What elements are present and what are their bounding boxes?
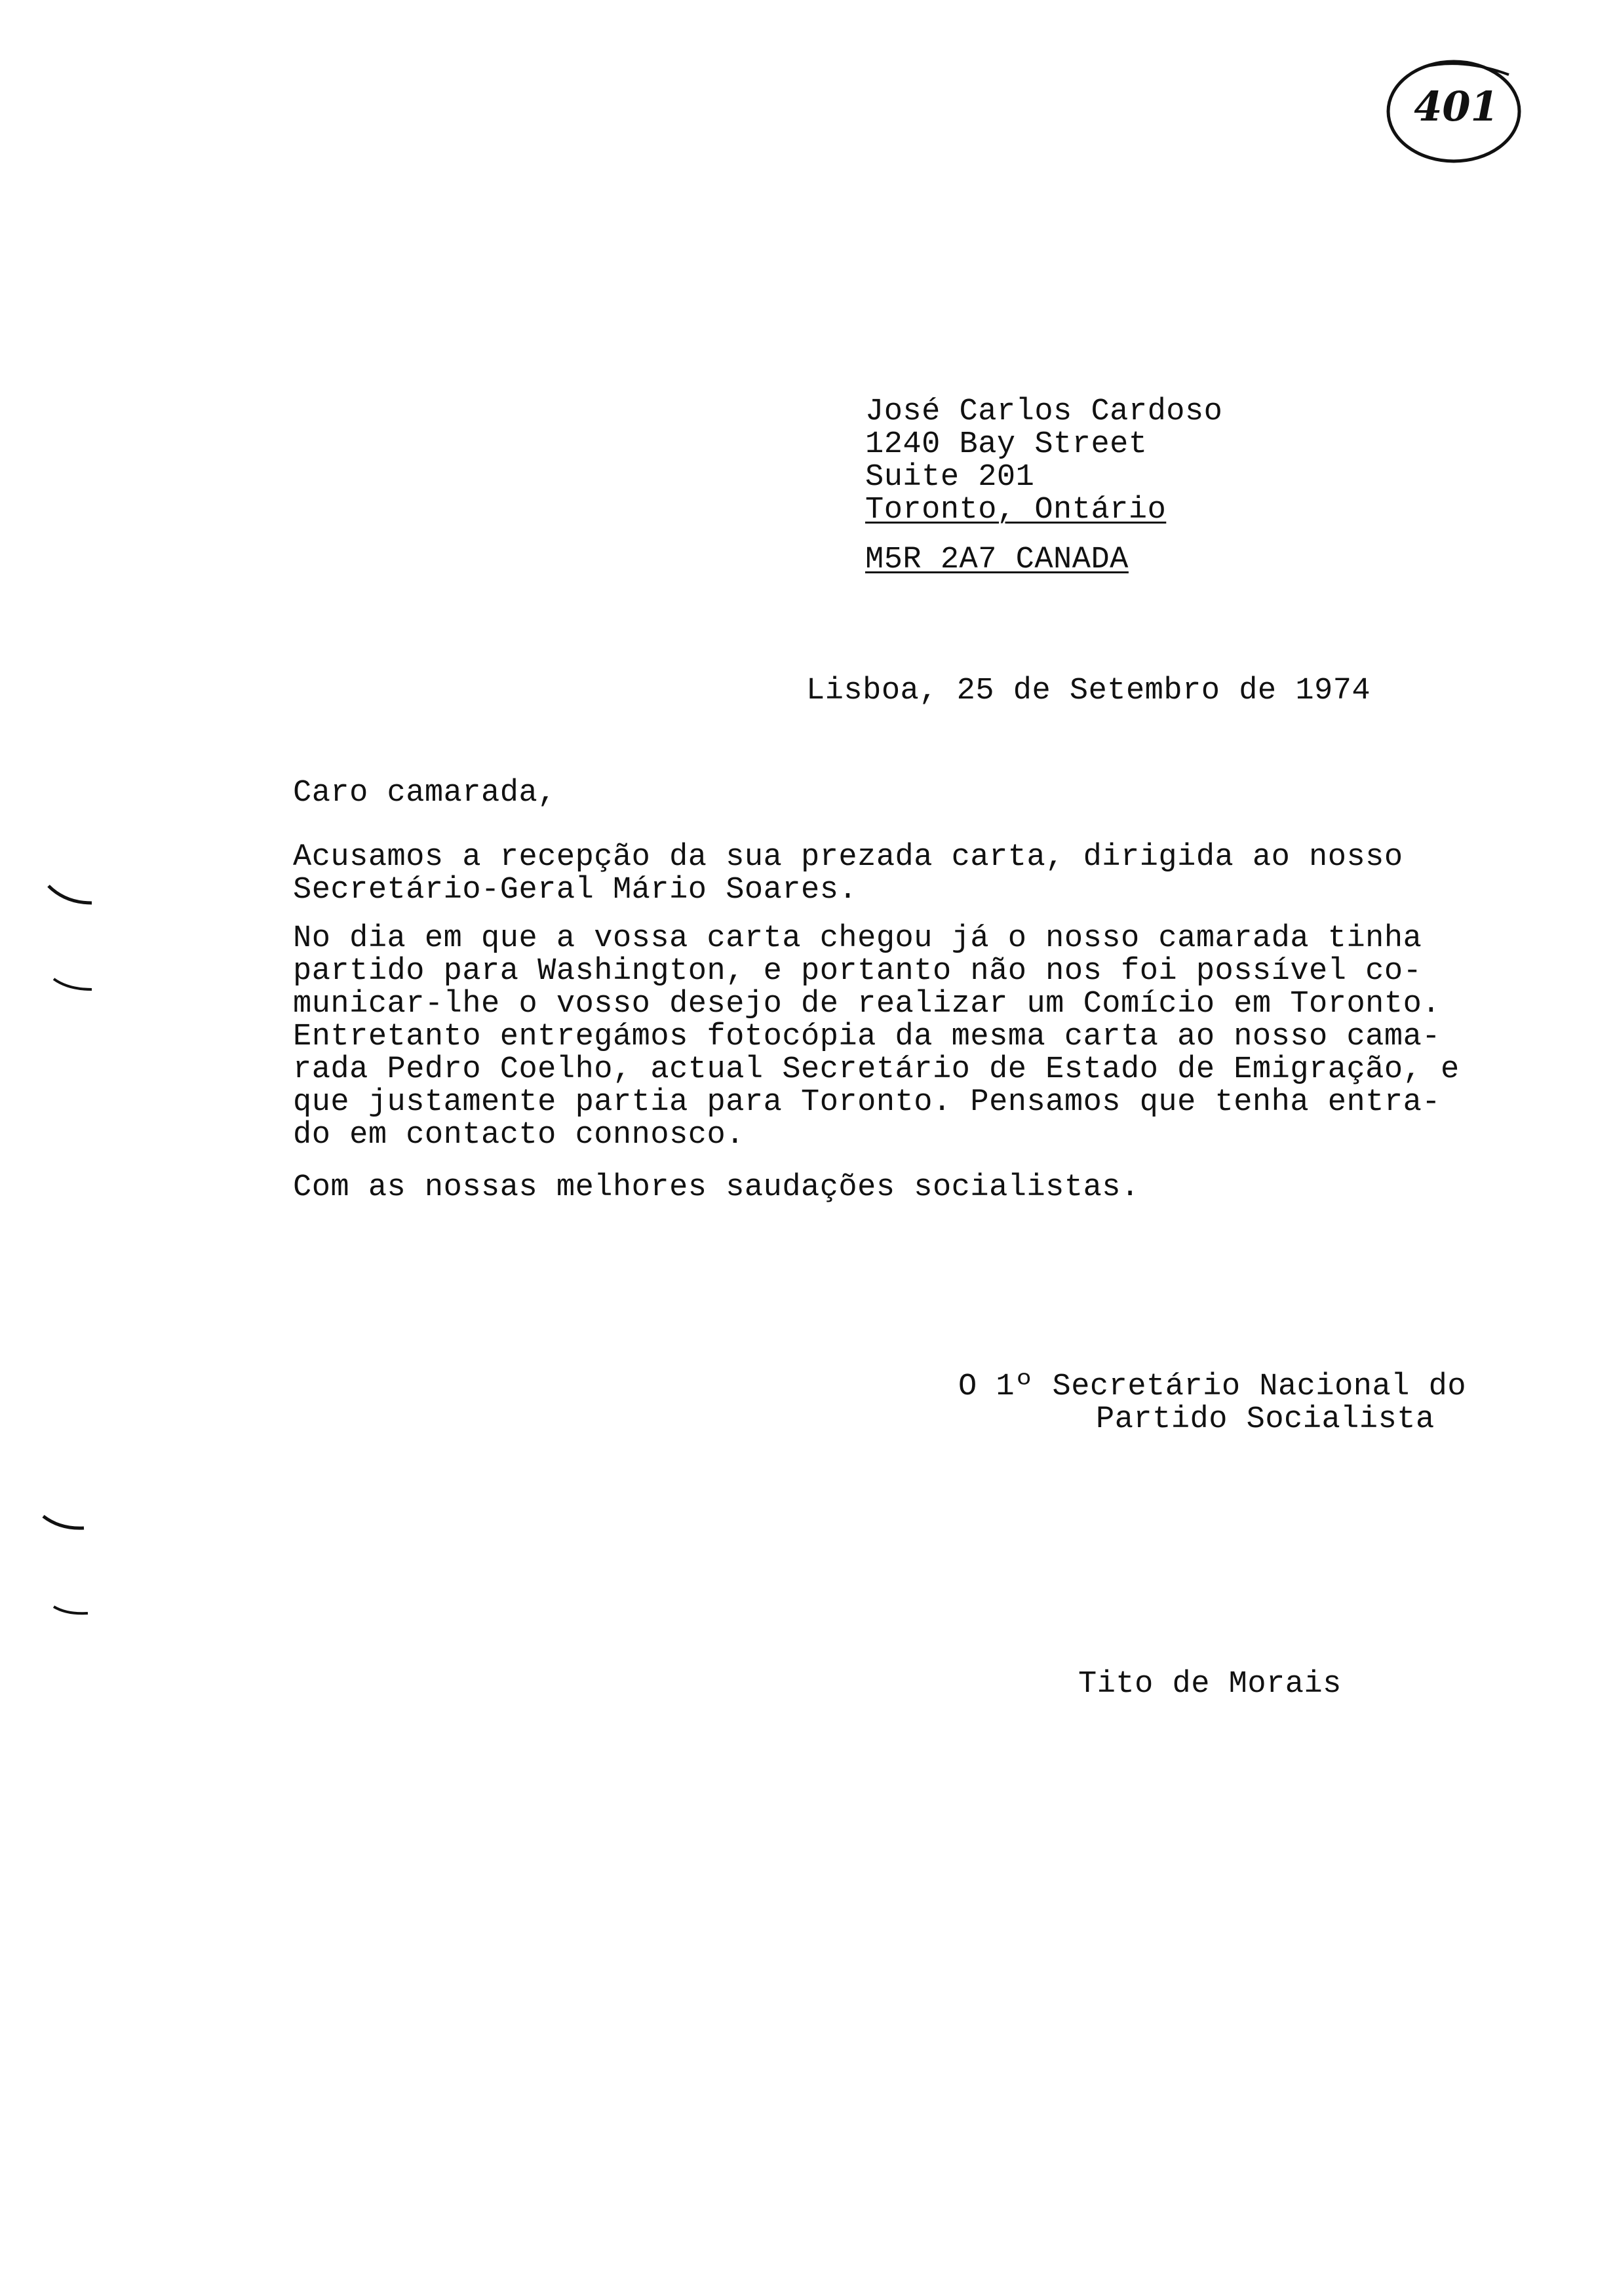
recipient-city: Toronto, Ontário <box>865 493 1167 527</box>
signature-title-line-1: O 1º Secretário Nacional do <box>958 1369 1467 1404</box>
binding-mark <box>46 883 98 909</box>
paragraph-2-line: partido para Washington, e portanto não nos foi possível co- <box>293 954 1422 989</box>
recipient-postal: M5R 2A7 CANADA <box>865 543 1129 577</box>
paragraph-1-line: Acusamos a recepção da sua prezada carta, dirigida ao nosso <box>293 840 1403 875</box>
paragraph-1 <box>293 841 1403 907</box>
paragraph-2-line: Entretanto entregámos fotocópia da mesma carta ao nosso cama- <box>293 1020 1441 1054</box>
recipient-suite: Suite 201 <box>865 460 1035 495</box>
paragraph-2-line: No dia em que a vossa carta chegou já o nosso camarada tinha <box>293 921 1422 956</box>
binding-mark <box>41 1512 93 1539</box>
paragraph-2 <box>293 923 1460 1152</box>
salutation: Caro camarada, <box>293 776 556 811</box>
closing: Com as nossas melhores saudações socialistas. <box>293 1170 1140 1205</box>
date-line: Lisboa, 25 de Setembro de 1974 <box>806 674 1371 708</box>
stamp-number: 401 <box>1414 83 1499 130</box>
recipient-street: 1240 Bay Street <box>865 427 1148 462</box>
signature-title-line-2: Partido Socialista <box>1096 1402 1435 1437</box>
signatory-name: Tito de Morais <box>1078 1667 1342 1702</box>
paragraph-1-line: Secretário-Geral Mário Soares. <box>293 873 858 908</box>
paragraph-2-line: que justamente partia para Toronto. Pensamos que tenha entra- <box>293 1085 1441 1120</box>
binding-mark <box>51 975 104 1001</box>
paragraph-2-line: rada Pedro Coelho, actual Secretário de Estado de Emigração, e <box>293 1052 1460 1087</box>
paragraph-2-line: municar-lhe o vosso desejo de realizar um Comício em Toronto. <box>293 987 1441 1022</box>
recipient-name: José Carlos Cardoso <box>865 394 1223 429</box>
paragraph-2-line: do em contacto connosco. <box>293 1118 745 1153</box>
binding-mark <box>51 1603 104 1629</box>
